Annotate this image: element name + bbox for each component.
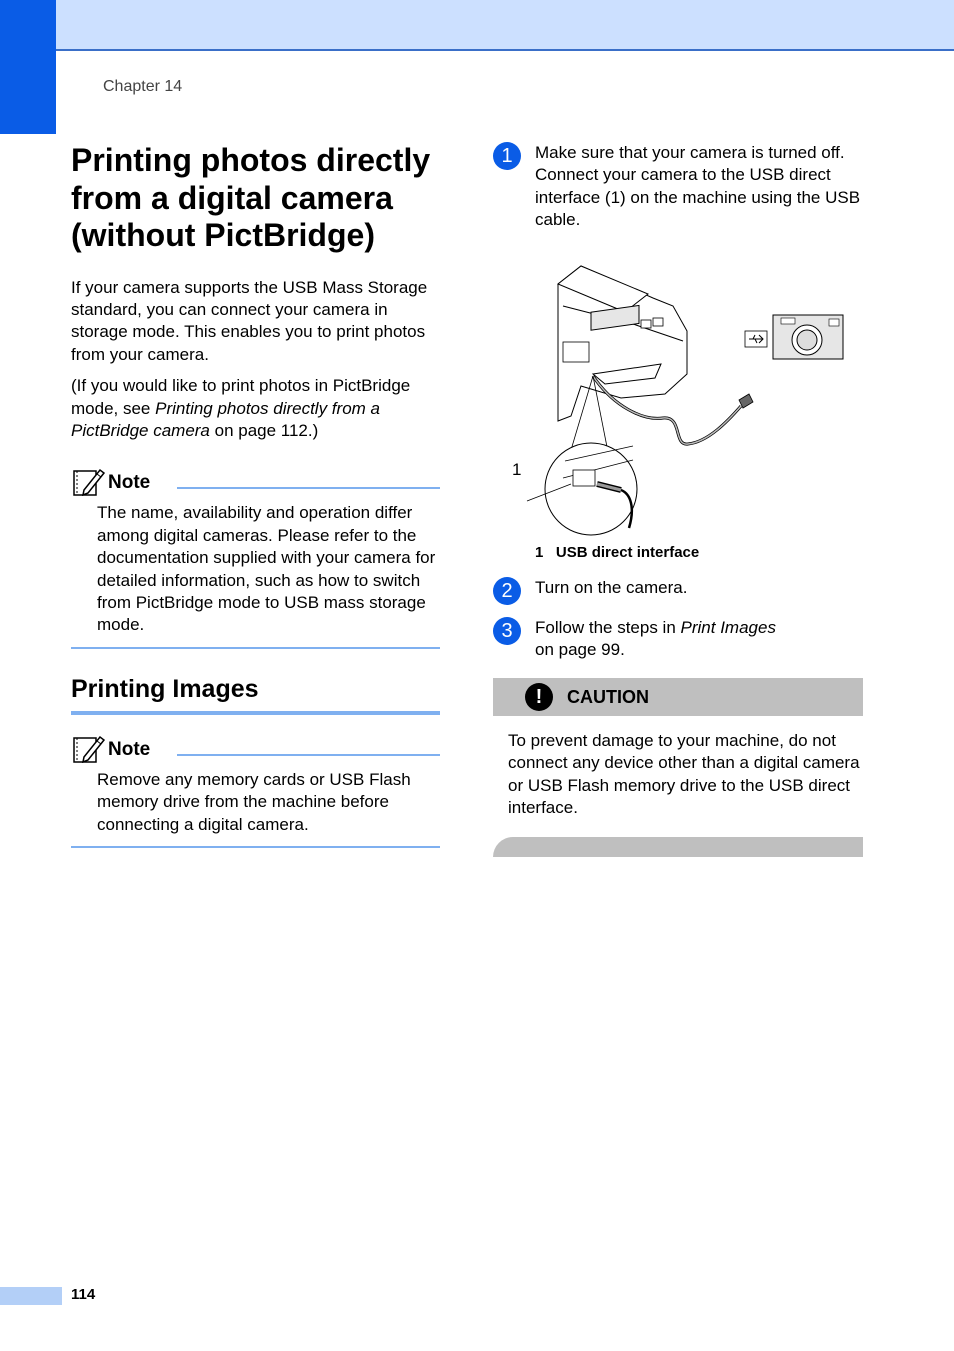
note-rule [177,487,440,489]
step-number: 3 [493,617,521,645]
caution-header [493,678,863,716]
chapter-tab [0,0,56,134]
step-text: Make sure that your camera is turned off. Connect your camera to the USB direct interface (1) on the machine using the USB cable. [535,143,861,230]
note-text: Remove any memory cards or USB Flash memory drive from the machine before connecting a digital camera. [97,769,411,834]
header-band [0,0,954,51]
page-number: 114 [71,1286,96,1303]
note-label: Note [108,472,151,494]
warning-icon: ! [525,683,553,711]
step-2 [493,577,863,602]
note-text: The name, availability and operation differ among digital cameras. Please refer to the documentation supplied with your camera for detailed information, such as how to switch from PictBridge mode to USB mass storage mode. [97,503,436,635]
step-number: 2 [493,577,521,605]
note-rule [177,754,440,756]
figure-caption: 1 USB direct interface [535,543,700,561]
section-heading: Printing Images [71,673,440,715]
figure-callout-1: 1 [512,459,522,479]
step-number: 1 [493,142,521,170]
intro-paragraph: If your camera supports the USB Mass Storage standard, you can connect your camera in storage mode. This enables you to print photos from your camera. [71,277,428,364]
usb-connection-figure [493,246,863,536]
print-images-link-text: Print Images [680,618,776,638]
right-column [493,142,863,857]
step-text: Turn on the camera. [535,577,688,597]
printer-camera-illustration [493,246,863,536]
page-title: Printing photos directly from a digital camera (without PictBridge) [71,142,431,253]
note-label: Note [108,738,151,760]
note-box-2 [71,735,440,848]
page-number-tab [0,1287,62,1305]
caution-footer-bar [493,837,863,857]
chapter-label: Chapter 14 [103,78,183,95]
caution-text: To prevent damage to your machine, do not connect any device other than a digital camera or USB Flash memory drive to the USB direct interface. [508,730,860,818]
note-header [71,735,440,761]
left-column [71,142,440,848]
pictbridge-link-text: Printing photos directly from a PictBridge camera [71,398,380,440]
step-1 [493,142,863,232]
note-box-1 [71,468,440,648]
caution-label: CAUTION [567,686,649,707]
pictbridge-reference: (If you would like to print photos in PictBridge mode, see Printing photos directly from a PictBridge camera on page 112.) [71,376,411,440]
note-pencil-icon [73,735,105,763]
note-pencil-icon [73,468,105,496]
note-header [71,468,440,494]
step-3 [493,617,863,662]
step-text: Follow the steps in Print Images on page 99. [535,618,776,660]
